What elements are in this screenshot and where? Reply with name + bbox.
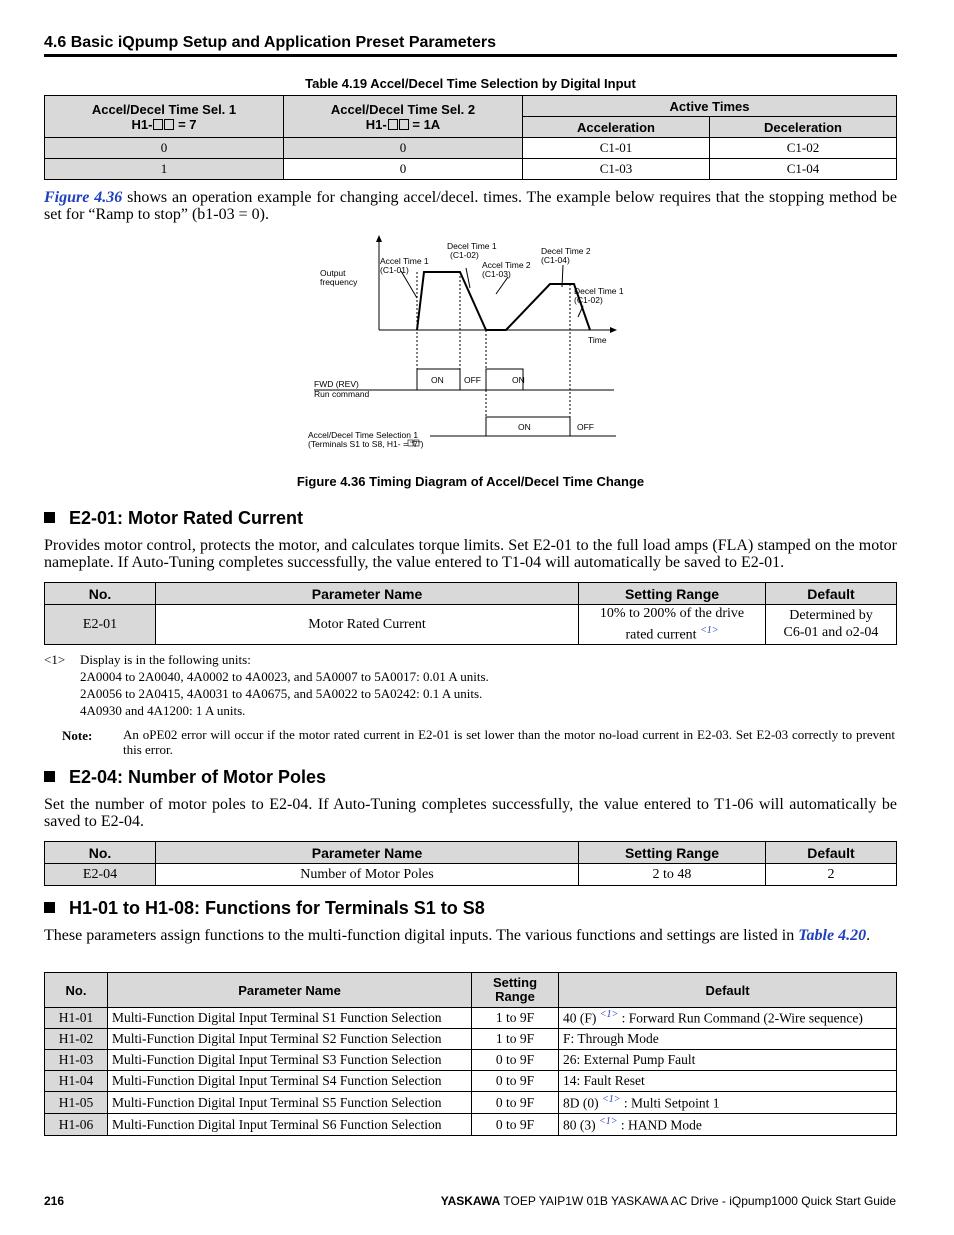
time-selection-label: (Terminals S1 to S8, H1- = “7”) — [308, 439, 424, 449]
accel-time-2-label: Accel Time 2 — [482, 260, 531, 270]
table-row: 0 0 C1-01 C1-02 — [45, 138, 897, 159]
run-command-label: FWD (REV) — [314, 379, 359, 389]
timing-diagram — [300, 232, 630, 458]
time-selection-label: Accel/Decel Time Selection 1 — [308, 430, 419, 440]
table-row: H1-01 Multi-Function Digital Input Terminal S1 Function Selection 1 to 9F 40 (F) $^{<1>}$ : Forward Run Command (2-Wire sequence) — [45, 1008, 897, 1029]
h1-heading: H1-01 to H1-08: Functions for Terminals S1 to S8 — [44, 898, 485, 919]
acceleration-header: Acceleration — [523, 117, 710, 138]
off-label: OFF — [464, 375, 481, 385]
e204-heading: E2-04: Number of Motor Poles — [44, 767, 326, 788]
table-link[interactable]: Table 4.20 — [798, 927, 867, 944]
intro-paragraph: Figure 4.36 shows an operation example for changing accel/decel. times. The example below requires that the stopping method be set for “Ramp to stop” (b1-03 = 0). — [44, 189, 897, 223]
footer-doc-title: YASKAWA TOEP YAIP1W 01B YASKAWA AC Drive - iQpump1000 Quick Start Guide — [440, 1194, 896, 1208]
table-row: H1-05 Multi-Function Digital Input Terminal S5 Function Selection 0 to 9F 8D (0) $^{<1>}$ : Multi Setpoint 1 — [45, 1092, 897, 1114]
figure-link[interactable]: Figure 4.36 — [44, 189, 123, 206]
active-times-header: Active Times — [523, 96, 897, 117]
h1-table: No. Parameter Name Setting Range Default H1-01 Multi-Function Digital Input Terminal S1 Function Selection 1 to 9F 40 (F) $^{<1>}$ : Forward Run Command (2-Wire sequence) H1-02 Multi-Function Digital Input Terminal S2 Function Selection 1 to 9F F: Through Mode H1-03 Multi-Function Digital Input Terminal S3 Function Selection 0 to 9F 26: External Pump Fault H1-04 Multi-Function Digital Input Terminal S4 Function Selection 0 to 9F 14: Fault Reset H1-05 Multi-Function Digital Input Terminal S5 Function Selection 0 to 9F 8D (0) $^{<1>}$ : Multi Setpoint 1 H1-06 Multi-Function Digital Input Terminal S6 Function Selection 0 to 9F 80 (3) $^{<1>}$ : HAND Mode — [44, 972, 897, 1136]
page-number: 216 — [44, 1194, 65, 1208]
figure-caption: Figure 4.36 Timing Diagram of Accel/Decel Time Change — [296, 474, 645, 489]
decel-time-1-label: Decel Time 1 — [574, 286, 624, 296]
axis-arrow-icon — [610, 327, 617, 333]
square-bullet-icon — [44, 771, 55, 782]
frequency-trace — [417, 272, 590, 330]
on-label: ON — [512, 375, 525, 385]
leader-line — [401, 271, 417, 298]
deceleration-header: Deceleration — [710, 117, 897, 138]
decel-time-1-code: (C1-02) — [450, 250, 479, 260]
table-row: H1-03 Multi-Function Digital Input Terminal S3 Function Selection 0 to 9F 26: External Pump Fault — [45, 1050, 897, 1071]
decel-time-2-code: (C1-04) — [541, 255, 570, 265]
leader-line — [578, 306, 583, 317]
decel-time-2-label: Decel Time 2 — [541, 246, 591, 256]
placeholder-box-icon — [399, 119, 409, 130]
accel-time-1-label: Accel Time 1 — [380, 256, 429, 266]
e201-heading: E2-01: Motor Rated Current — [44, 508, 303, 529]
footnote-marker: <1> — [44, 652, 66, 667]
decel-time-1-label: Decel Time 1 — [447, 241, 497, 251]
footnote-ref[interactable]: <1> — [599, 1009, 619, 1021]
e204-description: Set the number of motor poles to E2-04. If Auto-Tuning completes successfully, the value entered to T1-06 will automatically be saved to E2-04. — [44, 796, 897, 830]
placeholder-box-icon — [153, 119, 163, 130]
table-row: E2-01 Motor Rated Current 10% to 200% of the drive rated current $^{<1>}$ Determined by C6-01 and o2-04 — [45, 605, 897, 645]
accel-time-1-code: (C1-01) — [380, 265, 409, 275]
output-frequency-label: frequency — [320, 277, 358, 287]
output-frequency-label: Output — [320, 268, 346, 278]
table-row: H1-06 Multi-Function Digital Input Terminal S6 Function Selection 0 to 9F 80 (3) $^{<1>}$ : HAND Mode — [45, 1114, 897, 1136]
note-label: Note: — [62, 728, 93, 743]
h1-description: These parameters assign functions to the multi-function digital inputs. The various functions and settings are listed in Table 4.20. — [44, 927, 871, 944]
table-row: E2-04 Number of Motor Poles 2 to 48 2 — [45, 864, 897, 886]
on-label: ON — [518, 422, 531, 432]
section-rule — [44, 54, 897, 57]
time-label: Time — [588, 335, 607, 345]
e201-table: No. Parameter Name Setting Range Default E2-01 Motor Rated Current 10% to 200% of the drive rated current $^{<1>}$ Determined by C6-01 and o2-04 — [44, 582, 897, 645]
table-419 — [44, 95, 897, 180]
footnote-text: Display is in the following units: 2A0004 to 2A0040, 4A0002 to 4A0023, and 5A0007 to 5A0017: 0.01 A units. 2A0056 to 2A0415, 4A0031 to 4A0675, and 5A0022 to 5A0242: 0.1 A units. 4A0930 and 4A1200: 1 A units. — [80, 652, 489, 718]
section-title: 4.6 Basic iQpump Setup and Application Preset Parameters — [44, 34, 496, 51]
table-419-caption: Table 4.19 Accel/Decel Time Selection by Digital Input — [305, 76, 636, 91]
e204-table: No. Parameter Name Setting Range Default E2-04 Number of Motor Poles 2 to 48 2 — [44, 841, 897, 886]
placeholder-box-icon — [164, 119, 174, 130]
leader-line — [496, 277, 508, 294]
placeholder-box-icon — [388, 119, 398, 130]
col-sel1-header: Accel/Decel Time Sel. 1 H1- = 7 — [45, 96, 284, 138]
axis-arrow-icon — [376, 235, 382, 242]
table-row: 1 0 C1-03 C1-04 — [45, 159, 897, 180]
footnote-ref[interactable]: <1> — [599, 1115, 618, 1127]
note-text: An oPE02 error will occur if the motor rated current in E2-01 is set lower than the motor no-load current in E2-03. Set E2-03 correctly to prevent this error. — [123, 727, 895, 757]
decel-time-1-code: (C1-02) — [574, 295, 603, 305]
table-row: H1-04 Multi-Function Digital Input Terminal S4 Function Selection 0 to 9F 14: Fault Reset — [45, 1071, 897, 1092]
accel-time-2-code: (C1-03) — [482, 269, 511, 279]
square-bullet-icon — [44, 902, 55, 913]
brand-name: YASKAWA — [440, 1194, 501, 1208]
e201-description: Provides motor control, protects the motor, and calculates torque limits. Set E2-01 to the full load amps (FLA) stamped on the motor nameplate. If Auto-Tuning completes successfully, the value entered to T1-04 will automatically be saved to E2-01. — [44, 537, 897, 571]
footnote-ref[interactable]: <1> — [602, 1093, 621, 1105]
on-label: ON — [431, 375, 444, 385]
run-command-label: Run command — [314, 389, 370, 399]
off-label: OFF — [577, 422, 594, 432]
table-row: H1-02 Multi-Function Digital Input Terminal S2 Function Selection 1 to 9F F: Through Mode — [45, 1029, 897, 1050]
footnote-ref[interactable]: <1> — [700, 625, 719, 636]
col-sel2-header: Accel/Decel Time Sel. 2 H1- = 1A — [284, 96, 523, 138]
square-bullet-icon — [44, 512, 55, 523]
